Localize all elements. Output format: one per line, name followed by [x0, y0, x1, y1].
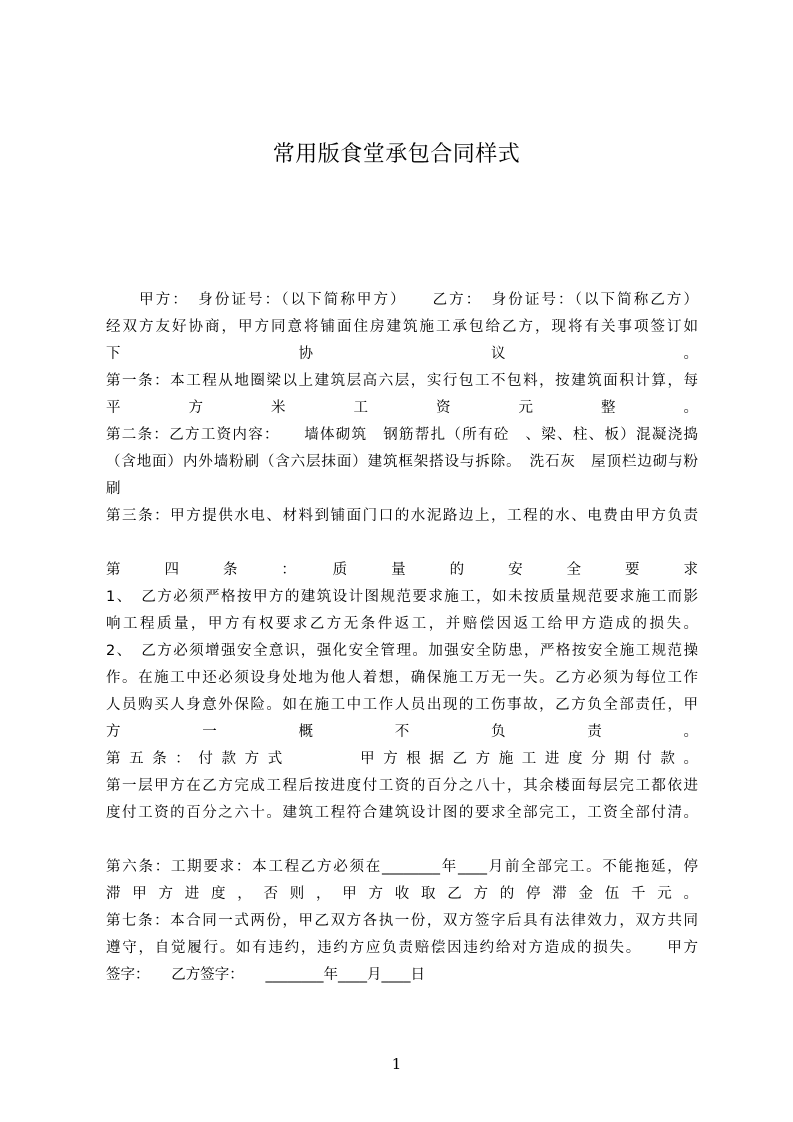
- article-3-line: 第三条：甲方提供水电、材料到铺面门口的水泥路边上，工程的水、电费由甲方负责: [106, 508, 698, 524]
- article-2-line: 第二条：乙方工资内容： 墙体砌筑 钢筋帮扎（所有砼 、梁、柱、板）混凝浇捣: [106, 427, 698, 443]
- document-title: 常用版食堂承包合同样式: [272, 142, 521, 167]
- article-6-line: 第六条：工期要求：本工程乙方必须在________年____月前全部完工。不能拖延，停: [106, 859, 698, 875]
- article-4-heading: 第 四 条 ： 质 量 的 安 全 要 求: [106, 562, 698, 578]
- signature-line: 签字： 乙方签字： ________年____月____日: [106, 967, 425, 983]
- article-4-item-2: 作。在施工中还必须设身处地为他人着想，确保施工万无一失。乙方必须为每位工作: [106, 670, 698, 686]
- article-5-line: 度付工资的百分之六十。建筑工程符合建筑设计图的要求全部完工，工资全部付清。: [106, 805, 698, 821]
- article-5-line: 第五条：付款方式 甲方根据乙方施工进度分期付款。: [106, 751, 698, 767]
- preamble-line: 下 协 议 。: [106, 346, 698, 362]
- article-4-item-1: 响工程质量，甲方有权要求乙方无条件返工，并赔偿因返工给甲方造成的损失。: [106, 616, 698, 632]
- article-1-line: 第一条：本工程从地圈梁以上建筑层高六层，实行包工不包料，按建筑面积计算，每: [106, 373, 698, 389]
- article-2-line: 刷: [106, 481, 121, 497]
- preamble-line: 经双方友好协商，甲方同意将铺面住房建筑施工承包给乙方，现将有关事项签订如: [106, 319, 698, 335]
- article-5-line: 第一层甲方在乙方完成工程后按进度付工资的百分之八十，其余楼面每层完工都依进: [106, 778, 698, 794]
- parties-line: 甲方： 身份证号：（以下简称甲方） 乙方： 身份证号：（以下简称乙方）: [106, 292, 698, 308]
- article-1-line: 平 方 米 工 资 元 整 。: [106, 400, 698, 416]
- article-4-item-2: 人员购买人身意外保险。如在施工中工作人员出现的工伤事故，乙方负全部责任，甲: [106, 697, 698, 713]
- contract-body: [106, 287, 698, 989]
- article-6-line: 滞甲方进度，否则，甲方收取乙方的停滞金伍千元。: [106, 886, 698, 902]
- article-4-item-2: 2、 乙方必须增强安全意识，强化安全管理。加强安全防患，严格按安全施工规范操: [106, 643, 698, 659]
- page-number: 1: [391, 1055, 402, 1073]
- article-2-line: （含地面）内外墙粉刷（含六层抹面）建筑框架搭设与拆除。 洗石灰 屋顶栏边砌与粉: [106, 454, 698, 470]
- article-4-item-1: 1、 乙方必须严格按甲方的建筑设计图规范要求施工，如未按质量规范要求施工而影: [106, 589, 698, 605]
- blank-line: [106, 827, 698, 854]
- blank-line: [106, 530, 698, 557]
- article-4-item-2: 方 一 概 不 负 责 。: [106, 724, 698, 740]
- article-7-line: 第七条：本合同一式两份，甲乙双方各执一份，双方签字后具有法律效力，双方共同: [106, 913, 698, 929]
- article-7-line: 遵守，自觉履行。如有违约，违约方应负责赔偿因违约给对方造成的损失。 甲方: [106, 940, 698, 956]
